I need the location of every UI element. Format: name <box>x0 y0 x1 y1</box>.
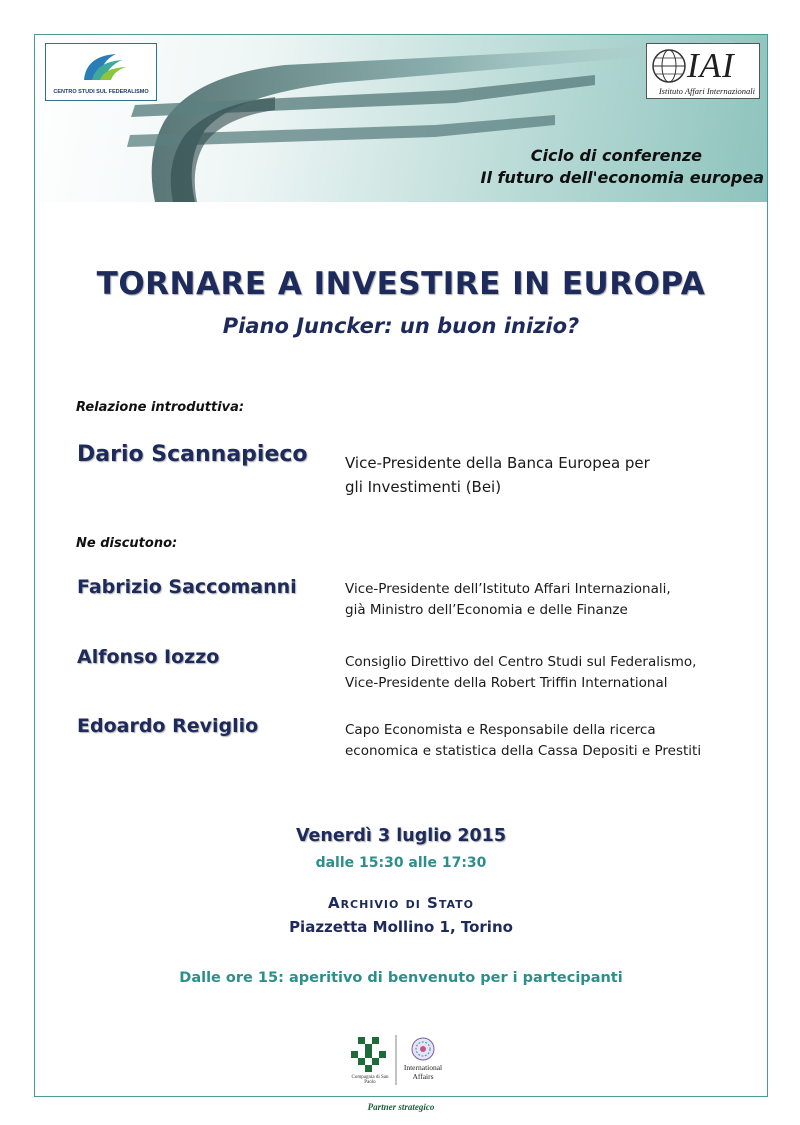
intro-label: Relazione introduttiva: <box>76 400 245 415</box>
international-affairs-globe-icon <box>410 1036 436 1062</box>
panelist-role-line-1: Vice-Presidente dell’Istituto Affari Internazionali, <box>345 581 671 597</box>
series-line-1: Ciclo di conferenze <box>530 146 702 165</box>
sponsor2-caption-line-2: Affairs <box>412 1071 434 1081</box>
series-line-2: Il futuro dell'economia europea <box>480 168 764 187</box>
panelist-name: Alfonso Iozzo <box>77 646 220 668</box>
sponsor2-caption-line-1: International <box>403 1063 443 1072</box>
iai-logo-caption: Istituto Affari Internazionali <box>658 86 755 96</box>
sponsor1-caption: Compagnia di San Paolo <box>351 1075 389 1085</box>
panel-label: Ne discutono: <box>76 536 178 551</box>
panelist-role-line-2: Vice-Presidente della Robert Triffin International <box>345 675 668 691</box>
panelist-role <box>345 579 671 621</box>
panelist-role <box>345 720 701 762</box>
globe-icon <box>651 48 687 84</box>
panelist-name: Edoardo Reviglio <box>77 715 259 737</box>
sponsor2-caption <box>396 1064 450 1081</box>
event-date: Venerdì 3 luglio 2015 <box>295 826 507 846</box>
main-speaker-role-line-2: gli Investimenti (Bei) <box>345 478 502 496</box>
panelist-role-line-2: già Ministro dell’Economia e delle Finanze <box>345 602 628 618</box>
panelist-role-line-2: economica e statistica della Cassa Depositi e Prestiti <box>345 743 702 759</box>
event-time: dalle 15:30 alle 17:30 <box>315 855 487 871</box>
iai-logo-letters: IAI <box>687 46 735 85</box>
csf-logo-caption: CENTRO STUDI SUL FEDERALISMO <box>53 89 149 95</box>
csf-logo <box>45 43 157 101</box>
panelist-role <box>345 652 696 694</box>
event-title: TORNARE A INVESTIRE IN EUROPA <box>96 266 706 302</box>
csf-swoosh-icon <box>46 46 156 86</box>
partner-label: Partner strategico <box>367 1102 435 1112</box>
sponsor-logos <box>348 1033 448 1091</box>
event-address: Piazzetta Mollino 1, Torino <box>289 918 513 936</box>
event-venue: Archivio di Stato <box>327 894 475 912</box>
panelist-role-line-1: Capo Economista e Responsabile della ricerca <box>345 722 656 738</box>
main-speaker-role <box>345 451 650 499</box>
panelist-name: Fabrizio Saccomanni <box>77 576 297 598</box>
aperitivo-note: Dalle ore 15: aperitivo di benvenuto per i partecipanti <box>179 970 623 986</box>
conference-series <box>481 145 764 189</box>
main-speaker-name: Dario Scannapieco <box>77 442 308 467</box>
panelist-role-line-1: Consiglio Direttivo del Centro Studi sul Federalismo, <box>345 654 697 670</box>
iai-logo <box>646 43 760 99</box>
event-subtitle: Piano Juncker: un buon inizio? <box>222 314 580 338</box>
main-speaker-role-line-1: Vice-Presidente della Banca Europea per <box>345 454 650 472</box>
